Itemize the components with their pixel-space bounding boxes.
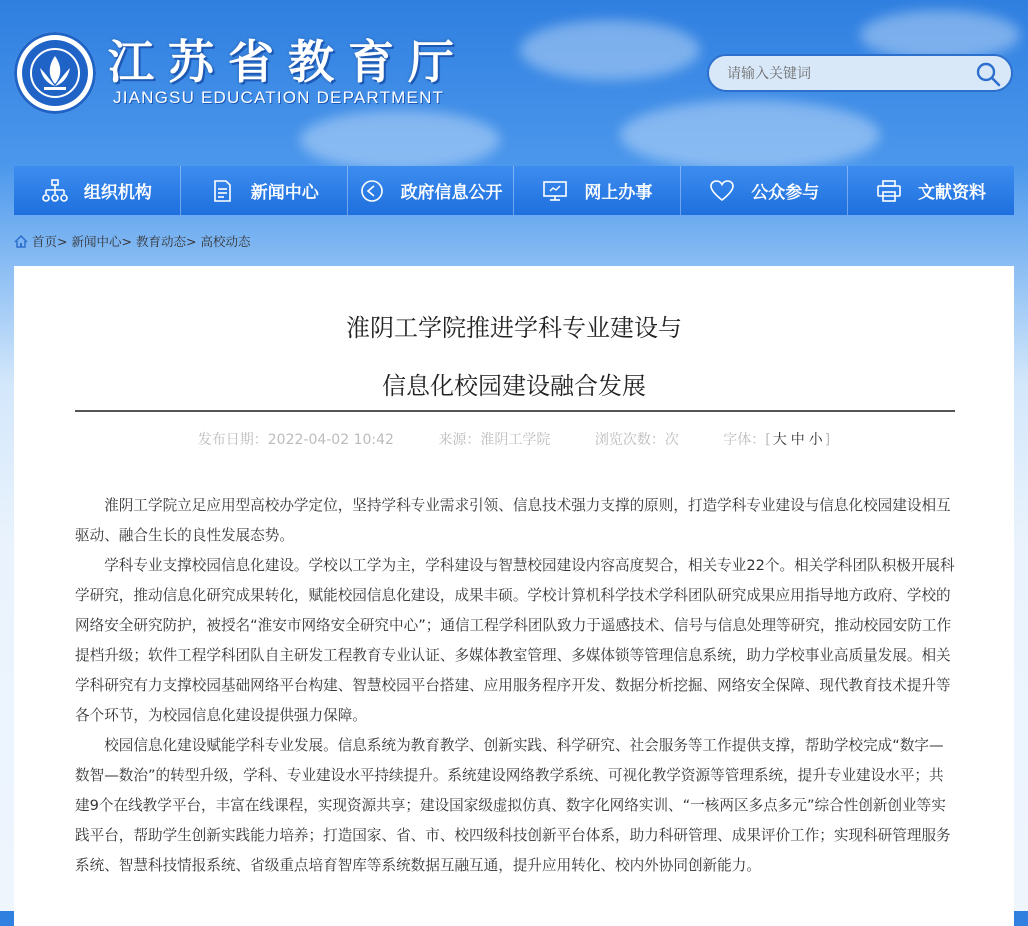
search-input[interactable] [725, 63, 969, 85]
breadcrumb-home[interactable]: 首页 [32, 234, 58, 249]
article-paragraph: 学科专业支撑校园信息化建设。学校以工学为主，学科建设与智慧校园建设内容高度契合，相关专业22个。相关学科团队积极开展科学研究，推动信息化研究成果转化，赋能校园信息化建设，成果丰硕。学校计算机科学技术学科团队研究成果应用指导地方政府、学校的网络安全研究防护，被授名“淮安市网络安全研究中心”；通信工程学科团队致力于遥感技术、信号与信息处理等研究，推动校园安防工作提档升级；软件工程学科团队自主研发工程教育专业认证、多媒体教室管理、多媒体锁等管理信息系统，助力学校事业高质量发展。相关学科研究有力支撑校园基础网络平台构建、智慧校园平台搭建、应用服务程序开发、数据分析挖掘、网络安全保障、现代教育技术提升等各个环节，为校园信息化建设提供强力保障。 [75, 557, 955, 724]
font-medium-button[interactable]: 中 [790, 432, 805, 448]
search-icon[interactable] [975, 61, 1001, 87]
breadcrumb-separator: > [185, 233, 197, 249]
breadcrumb-separator: > [121, 233, 132, 249]
play-circle-icon [359, 179, 385, 203]
font-size-control: 字体：[ 大 中 小 ] [723, 432, 831, 448]
nav-label: 政府信息公开 [400, 183, 503, 203]
font-small-button[interactable]: 小 [808, 432, 823, 448]
article-card [14, 266, 1014, 926]
breadcrumb-separator: > [57, 233, 68, 249]
article-meta [14, 429, 1014, 449]
breadcrumb [14, 232, 250, 250]
nav-item-public-participation[interactable] [681, 166, 848, 215]
nav-item-news[interactable] [181, 166, 348, 215]
nav-label: 网上办事 [584, 183, 653, 203]
site-subtitle: JIANGSU EDUCATION DEPARTMENT [113, 88, 445, 107]
article-body [75, 491, 955, 881]
printer-icon [876, 179, 902, 203]
nav-label: 文献资料 [918, 183, 987, 203]
article-paragraph: 淮阴工学院立足应用型高校办学定位，坚持学科专业需求引领、信息技术强力支撑的原则，打造学科专业建设与信息化校园建设相互驱动、融合生长的良性发展态势。 [75, 497, 951, 544]
article-paragraph: 校园信息化建设赋能学科专业发展。信息系统为教育教学、创新实践、科学研究、社会服务等工作提供支撑，帮助学校完成“数字—数智—数治”的转型升级，学科、专业建设水平持续提升。系统建设网络教学系统、可视化教学资源等管理系统，提升专业建设水平；共建9个在线教学平台，丰富在线课程，实现资源共享；建设国家级虚拟仿真、数字化网络实训、“一核两区多点多元”综合性创新创业等实践平台，帮助学生创新实践能力培养；打造国家、省、市、校四级科技创新平台体系，助力科研管理、成果评价工作；实现科研管理服务系统、智慧科技情报系统、省级重点培育智库等系统数据互融互通，提升应用转化、校内外协同创新能力。 [75, 737, 951, 874]
nav-label: 组织机构 [83, 183, 152, 203]
home-icon [14, 235, 28, 248]
monitor-icon [542, 179, 568, 203]
nav-label: 公众参与 [751, 183, 820, 203]
site-title: 江苏省教育厅 [108, 35, 468, 89]
article-title-line1: 淮阴工学院推进学科专业建设与 [346, 314, 682, 342]
heart-icon [709, 179, 735, 203]
main-nav [14, 166, 1014, 215]
title-divider [75, 410, 955, 412]
department-logo[interactable] [14, 32, 96, 114]
org-chart-icon [42, 179, 68, 203]
document-icon [209, 179, 235, 203]
article-source: 来源：淮阴工学院 [438, 432, 551, 448]
nav-label: 新闻中心 [250, 183, 319, 203]
publish-date: 发布日期：2022-04-02 10:42 [197, 432, 394, 448]
nav-item-online-service[interactable] [514, 166, 681, 215]
article-title-line2: 信息化校园建设融合发展 [382, 372, 646, 400]
search-box [707, 54, 1013, 92]
view-count: 浏览次数：次 [594, 432, 679, 448]
site-header [0, 0, 1028, 165]
font-large-button[interactable]: 大 [772, 432, 787, 448]
nav-item-gov-info[interactable] [348, 166, 515, 215]
breadcrumb-university-news[interactable]: 高校动态 [200, 234, 251, 249]
nav-item-documents[interactable] [848, 166, 1014, 215]
nav-item-organization[interactable] [14, 166, 181, 215]
breadcrumb-education-news[interactable]: 教育动态 [135, 234, 186, 249]
breadcrumb-news[interactable]: 新闻中心 [71, 234, 122, 249]
